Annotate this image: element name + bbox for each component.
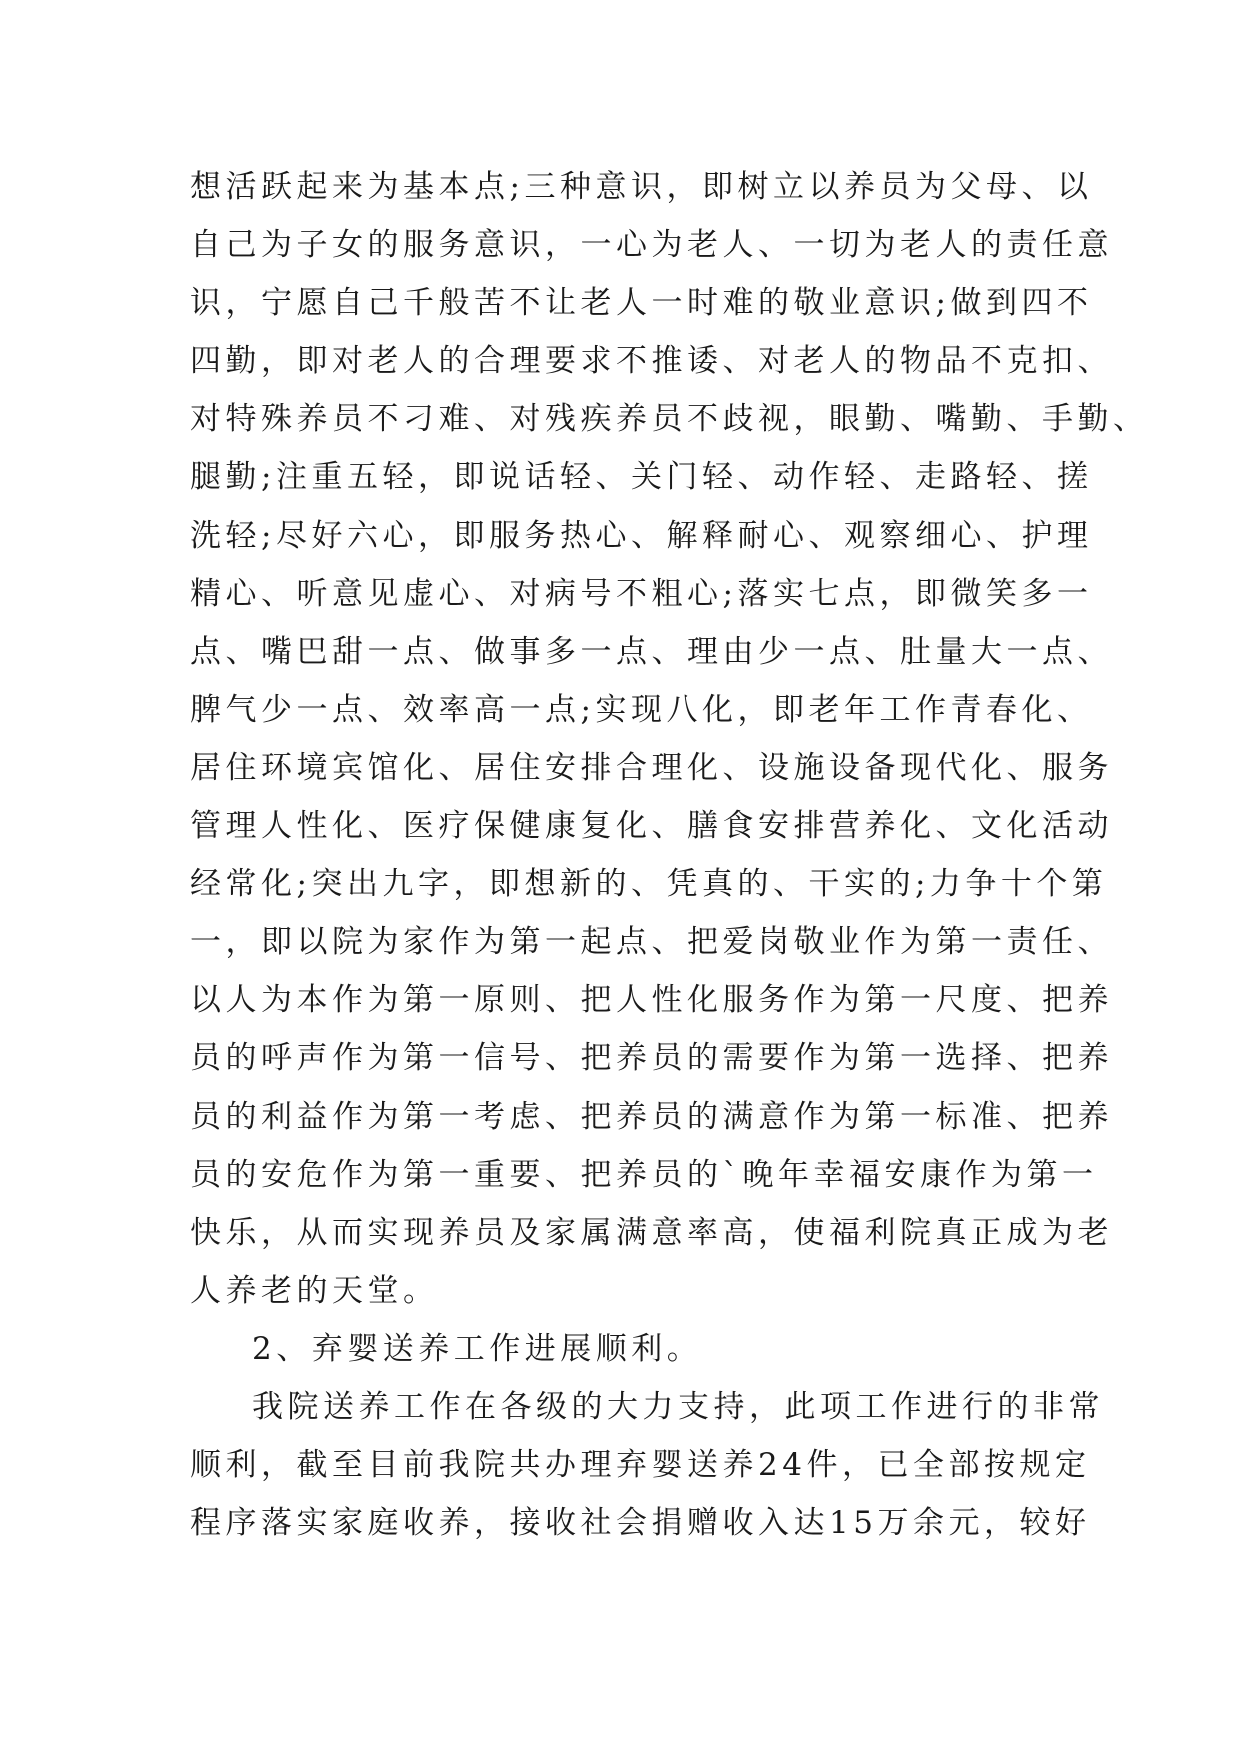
text-line: 自己为子女的服务意识，一心为老人、一切为老人的责任意: [190, 227, 1113, 264]
text-line: 想活跃起来为基本点;三种意识，即树立以养员为父母、以: [190, 169, 1093, 205]
text-line: 精心、听意见虚心、对病号不粗心;落实七点，即微笑多一: [190, 575, 1093, 612]
text-line: 我院送养工作在各级的大力支持，此项工作进行的非常: [252, 1388, 1104, 1425]
text-line: 四勤，即对老人的合理要求不推诿、对老人的物品不克扣、: [190, 343, 1113, 380]
text-line: 一，即以院为家作为第一起点、把爱岗敬业作为第一责任、: [190, 924, 1113, 961]
text-line: 员的利益作为第一考虑、把养员的满意作为第一标准、把养: [190, 1098, 1113, 1135]
text-line: 员的呼声作为第一信号、把养员的需要作为第一选择、把养: [190, 1040, 1113, 1077]
text-line: 识，宁愿自己千般苦不让老人一时难的敬业意识;做到四不: [190, 285, 1093, 322]
text-line: 员的安危作为第一重要、把养员的`晚年幸福安康作为第一: [190, 1156, 1098, 1193]
text-line: 腿勤;注重五轻，即说话轻、关门轻、动作轻、走路轻、搓: [190, 459, 1093, 496]
section-heading: 2、弃婴送养工作进展顺利。: [252, 1330, 703, 1367]
text-line: 顺利，截至目前我院共办理弃婴送养24件，已全部按规定: [190, 1447, 1091, 1484]
text-line: 快乐，从而实现养员及家属满意率高，使福利院真正成为老: [190, 1214, 1113, 1251]
text-line: 点、嘴巴甜一点、做事多一点、理由少一点、肚量大一点、: [190, 633, 1113, 670]
text-line: 管理人性化、医疗保健康复化、膳食安排营养化、文化活动: [190, 808, 1113, 845]
text-line: 脾气少一点、效率高一点;实现八化，即老年工作青春化、: [190, 691, 1093, 728]
text-line: 对特殊养员不刁难、对残疾养员不歧视，眼勤、嘴勤、手勤、: [190, 401, 1149, 438]
text-line: 程序落实家庭收养，接收社会捐赠收入达15万余元，较好: [190, 1505, 1091, 1542]
body-text: [190, 158, 1149, 1552]
text-line: 经常化;突出九字，即想新的、凭真的、干实的;力争十个第: [190, 866, 1108, 903]
text-line: 居住环境宾馆化、居住安排合理化、设施设备现代化、服务: [190, 749, 1113, 786]
text-line: 人养老的天堂。: [190, 1272, 439, 1309]
text-line: 洗轻;尽好六心，即服务热心、解释耐心、观察细心、护理: [190, 517, 1093, 554]
text-line: 以人为本作为第一原则、把人性化服务作为第一尺度、把养: [190, 982, 1113, 1019]
